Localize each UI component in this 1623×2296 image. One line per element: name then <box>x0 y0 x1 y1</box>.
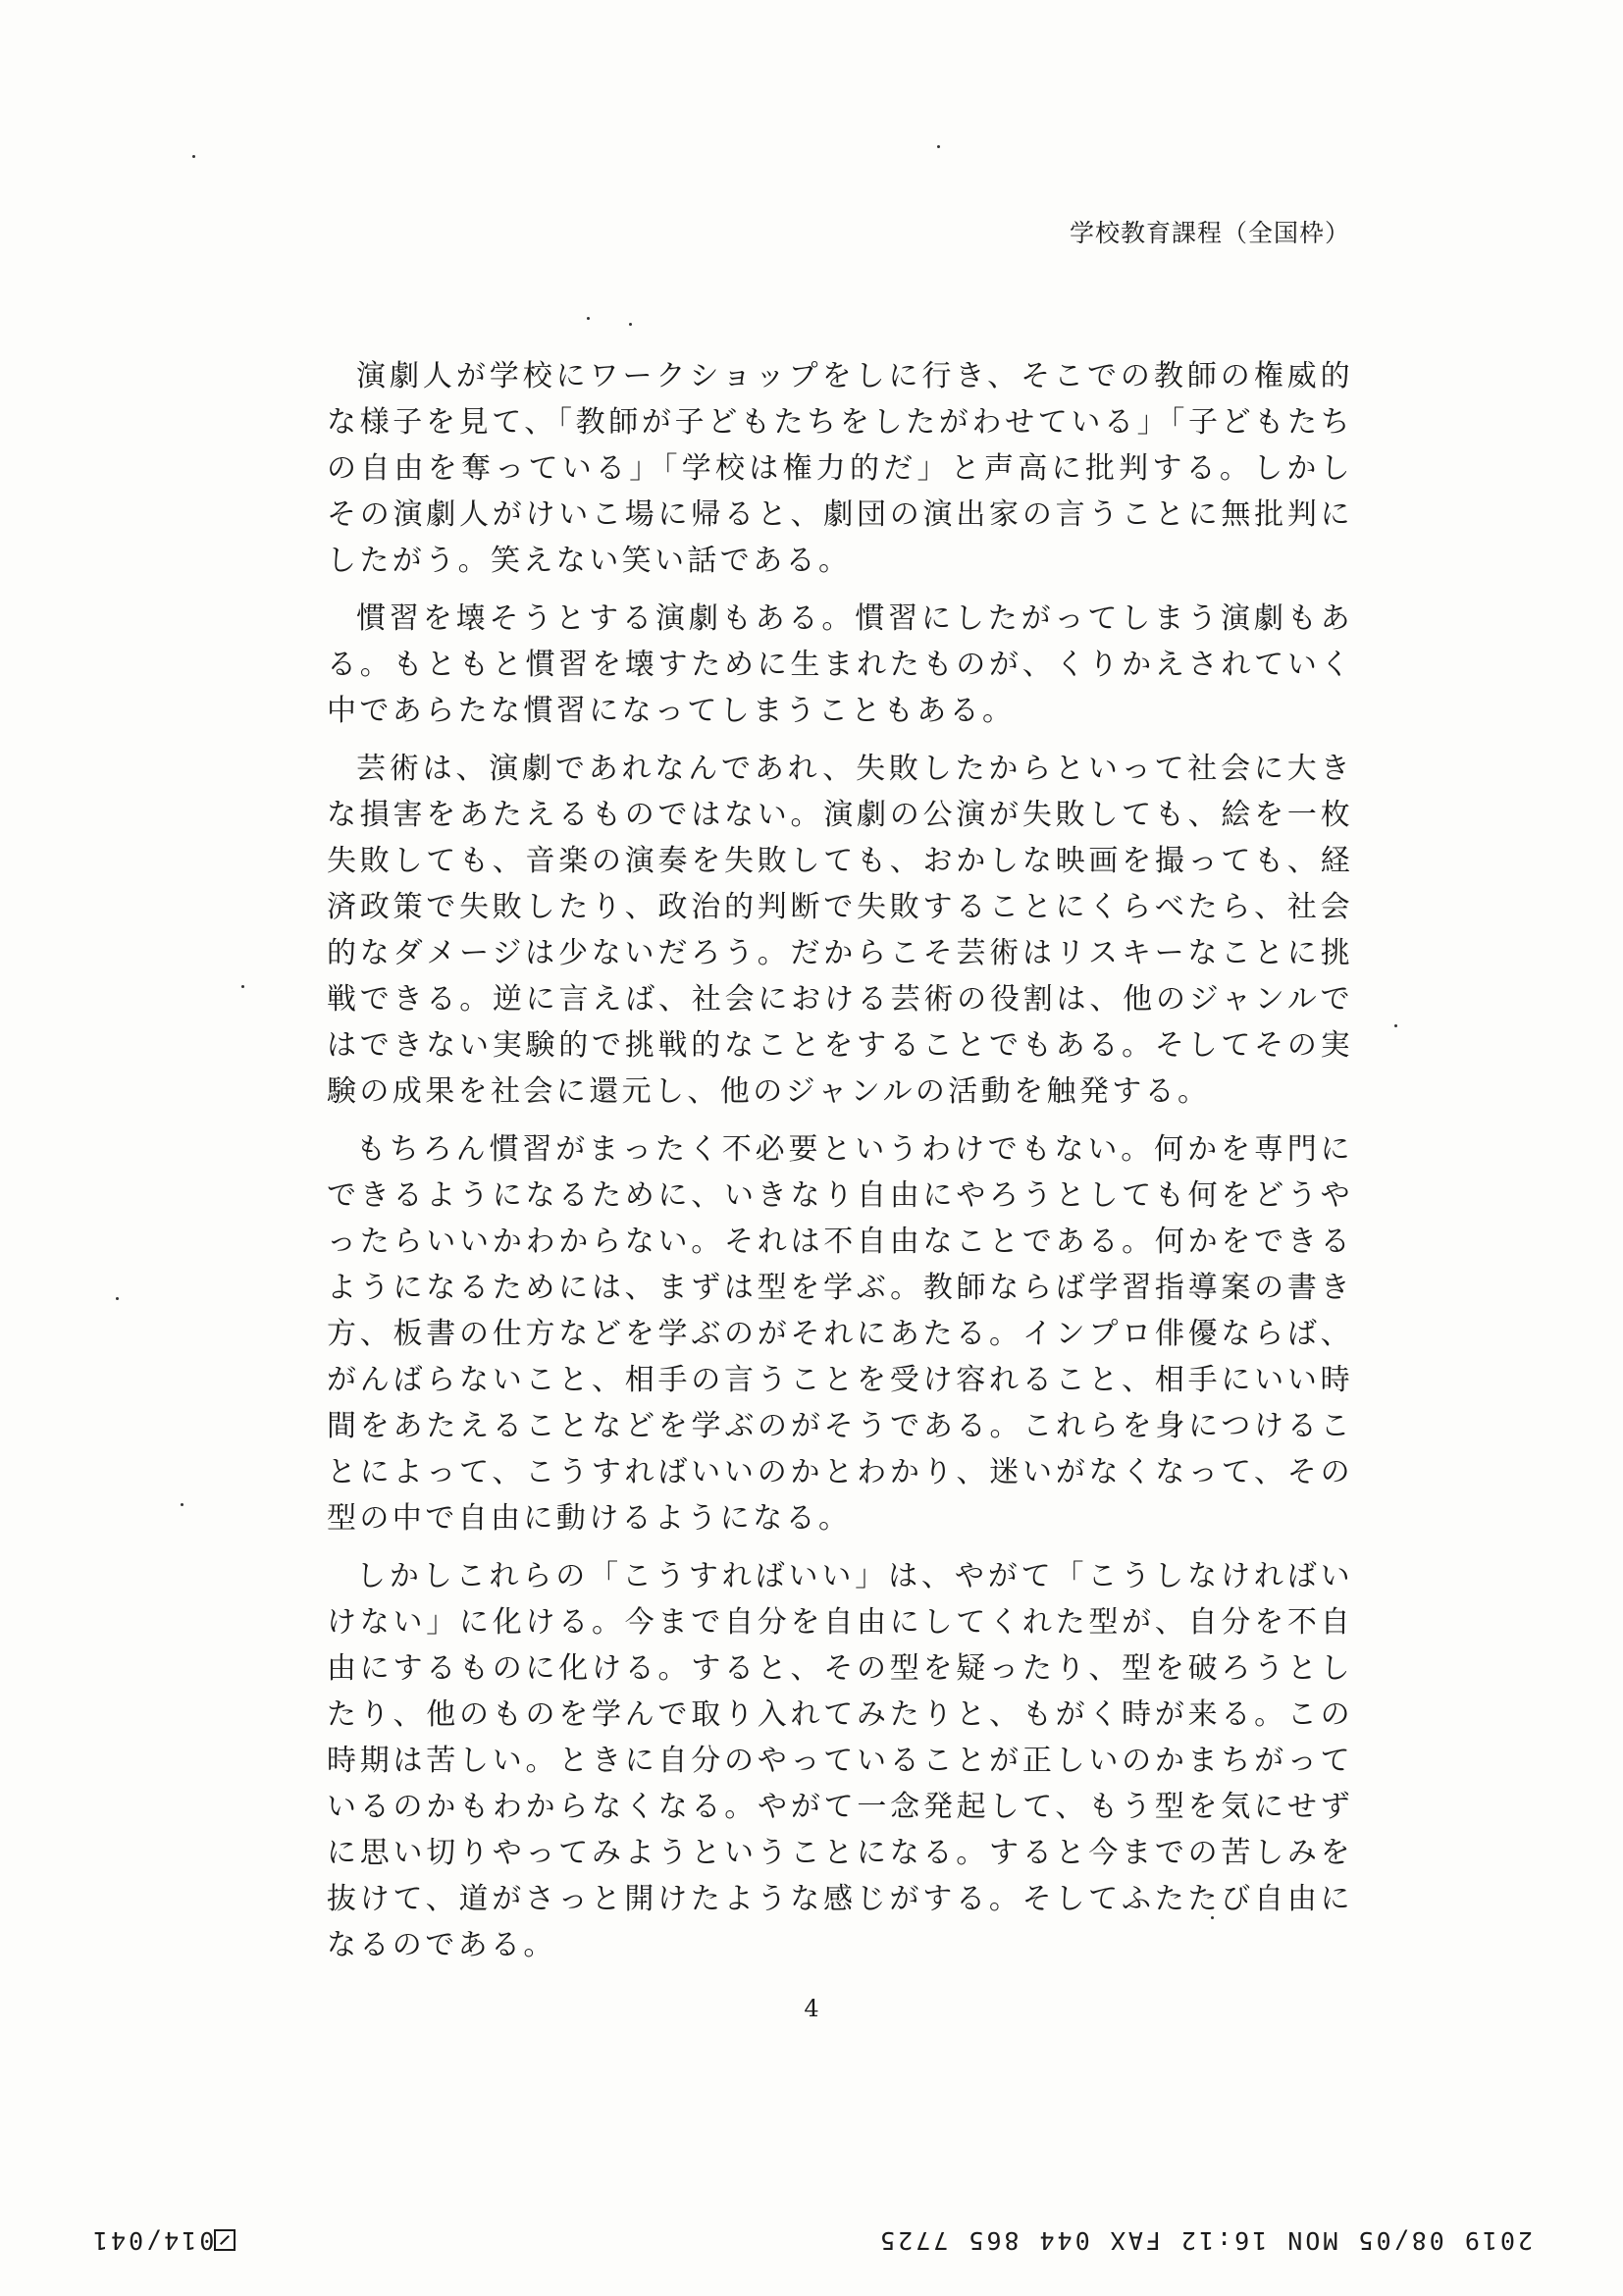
paragraph: もちろん慣習がまったく不必要というわけでもない。何かを専門にできるようになるために、いきなり自由にやろうとしても何をどうやったらいいかわからない。それは不自由なことである。何かをできるようになるためには、まずは型を学ぶ。教師ならば学習指導案の書き方、板書の仕方などを学ぶのがそれにあたる。インプロ俳優ならば、がんばらないこと、相手の言うことを受け容れること、相手にいい時間をあたえることなどを学ぶのがそうである。これらを身につけることによって、こうすればいいのかとわかり、迷いがなくなって、その型の中で自由に動けるようになる。 <box>327 1132 1353 1536</box>
scan-speck <box>241 985 244 988</box>
scan-speck <box>1394 1024 1397 1027</box>
fax-page-counter-group <box>90 2226 239 2255</box>
fax-footer <box>90 2219 1533 2259</box>
scan-speck <box>587 317 590 320</box>
body-text <box>327 353 1353 1980</box>
paragraph: 慣習を壊そうとする演劇もある。慣習にしたがってしまう演劇もある。もともと慣習を壊すために生まれたものが、くりかえされていく中であらたな慣習になってしまうこともある。 <box>327 601 1353 728</box>
scan-speck <box>116 1297 119 1300</box>
paragraph: 演劇人が学校にワークショップをしに行き、そこでの教師の権威的な様子を見て、「教師が子どもたちをしたがわせている」「子どもたちの自由を奪っている」「学校は権力的だ」と声高に批判する。しかしその演劇人がけいこ場に帰ると、劇団の演出家の言うことに無批判にしたがう。笑えない笑い話である。 <box>327 359 1353 578</box>
page-number: 4 <box>804 1995 819 2022</box>
department-label: 学校教育課程（全国枠） <box>1069 219 1350 247</box>
scan-speck <box>192 155 195 158</box>
paragraph: しかしこれらの「こうすればいい」は、やがて「こうしなければいけない」に化ける。今まで自分を自由にしてくれた型が、自分を不自由にするものに化ける。すると、その型を疑ったり、型を破ろうとしたり、他のものを学んで取り入れてみたりと、もがく時が来る。この時期は苦しい。ときに自分のやっていることが正しいのかまちがっているのかもわからなくなる。やがて一念発起して、もう型を気にせずに思い切りやってみようということになる。すると今までの苦しみを抜けて、道がさっと開けたような感じがする。そしてふたたび自由になるのである。 <box>327 1559 1353 1962</box>
scan-speck <box>629 323 632 326</box>
scan-speck <box>1211 1916 1214 1919</box>
fax-transmission-info: 2019 08/05 MON 16:12 FAX 044 865 7725 <box>877 2226 1533 2255</box>
paragraph: 芸術は、演劇であれなんであれ、失敗したからといって社会に大きな損害をあたえるものではない。演劇の公演が失敗しても、絵を一枚失敗しても、音楽の演奏を失敗しても、おかしな映画を撮っても、経済政策で失敗したり、政治的判断で失敗することにくらべたら、社会的なダメージは少ないだろう。だからこそ芸術はリスキーなことに挑戦できる。逆に言えば、社会における芸術の役割は、他のジャンルではできない実験的で挑戦的なことをすることでもある。そしてその実験の成果を社会に還元し、他のジャンルの活動を触発する。 <box>327 752 1353 1109</box>
fax-page-counter: 014/041 <box>90 2226 215 2255</box>
fax-box-icon <box>214 2229 236 2251</box>
scan-speck <box>937 145 940 148</box>
scan-speck <box>181 1503 183 1506</box>
